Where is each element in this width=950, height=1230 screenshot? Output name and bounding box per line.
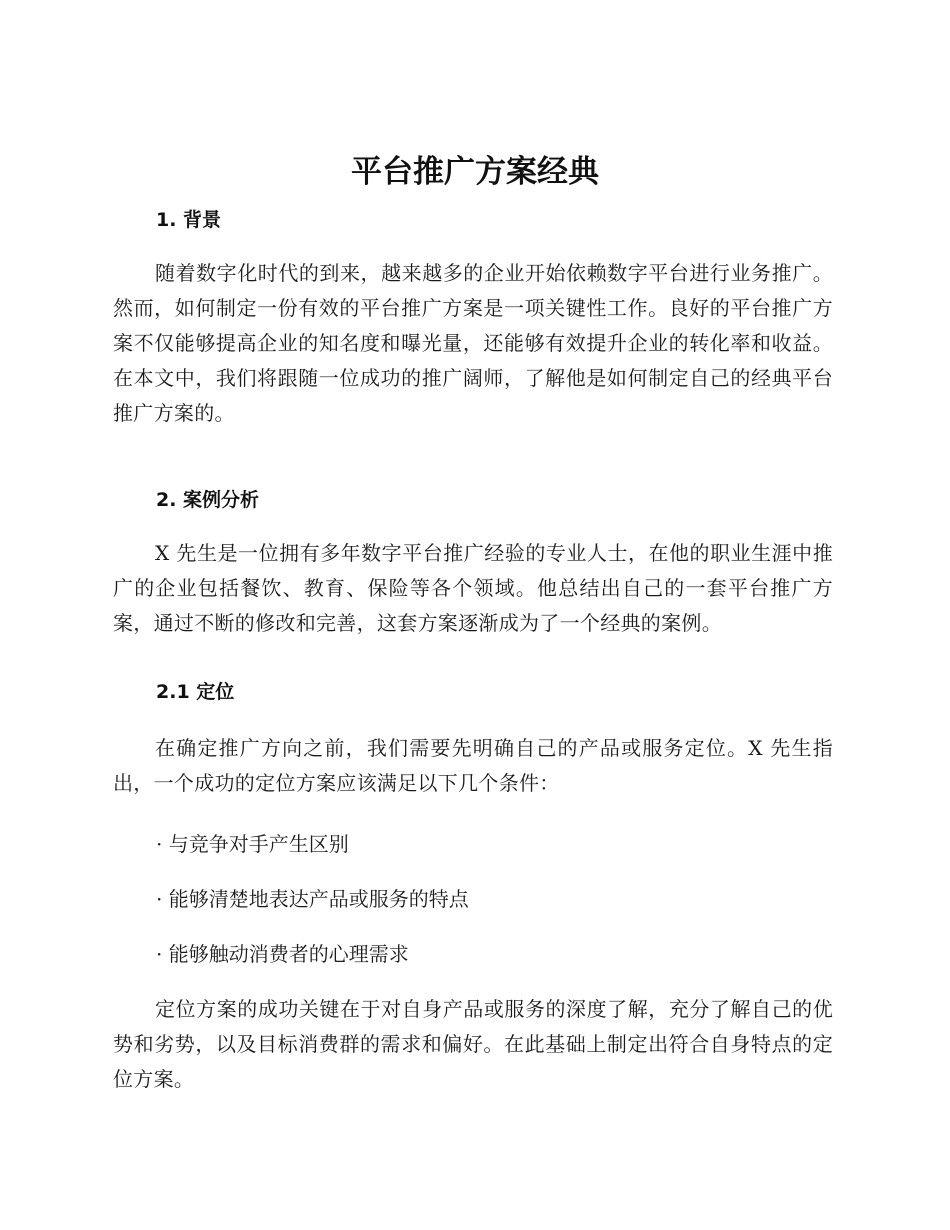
bullet-item: · 与竞争对手产生区别 [156, 832, 349, 856]
paragraph-positioning-conclusion: 定位方案的成功关键在于对自身产品或服务的深度了解，充分了解自己的优势和劣势，以及目标消费群的需求和偏好。在此基础上制定出符合自身特点的定位方案。 [113, 997, 833, 1091]
bullet-item: · 能够清楚地表达产品或服务的特点 [156, 887, 469, 911]
section-heading-positioning: 2.1 定位 [156, 681, 235, 703]
paragraph-positioning: 在确定推广方向之前，我们需要先明确自己的产品或服务定位。X 先生指出，一个成功的定位方案应该满足以下几个条件： [113, 736, 833, 795]
paragraph-case-analysis: X 先生是一位拥有多年数字平台推广经验的专业人士，在他的职业生涯中推广的企业包括餐饮、教育、保险等各个领域。他总结出自己的一套平台推广方案，通过不断的修改和完善，这套方案逐渐成为了一个经典的案例。 [113, 541, 833, 635]
section-heading-case-analysis: 2. 案例分析 [156, 489, 260, 511]
document-title: 平台推广方案经典 [351, 154, 599, 190]
bullet-item: · 能够触动消费者的心理需求 [156, 942, 409, 966]
paragraph-background: 随着数字化时代的到来，越来越多的企业开始依赖数字平台进行业务推广。然而，如何制定一份有效的平台推广方案是一项关键性工作。良好的平台推广方案不仅能够提高企业的知名度和曝光量，还能够有效提升企业的转化率和收益。在本文中，我们将跟随一位成功的推广阔师，了解他是如何制定自己的经典平台推广方案的。 [113, 261, 833, 425]
section-heading-background: 1. 背景 [156, 209, 222, 231]
